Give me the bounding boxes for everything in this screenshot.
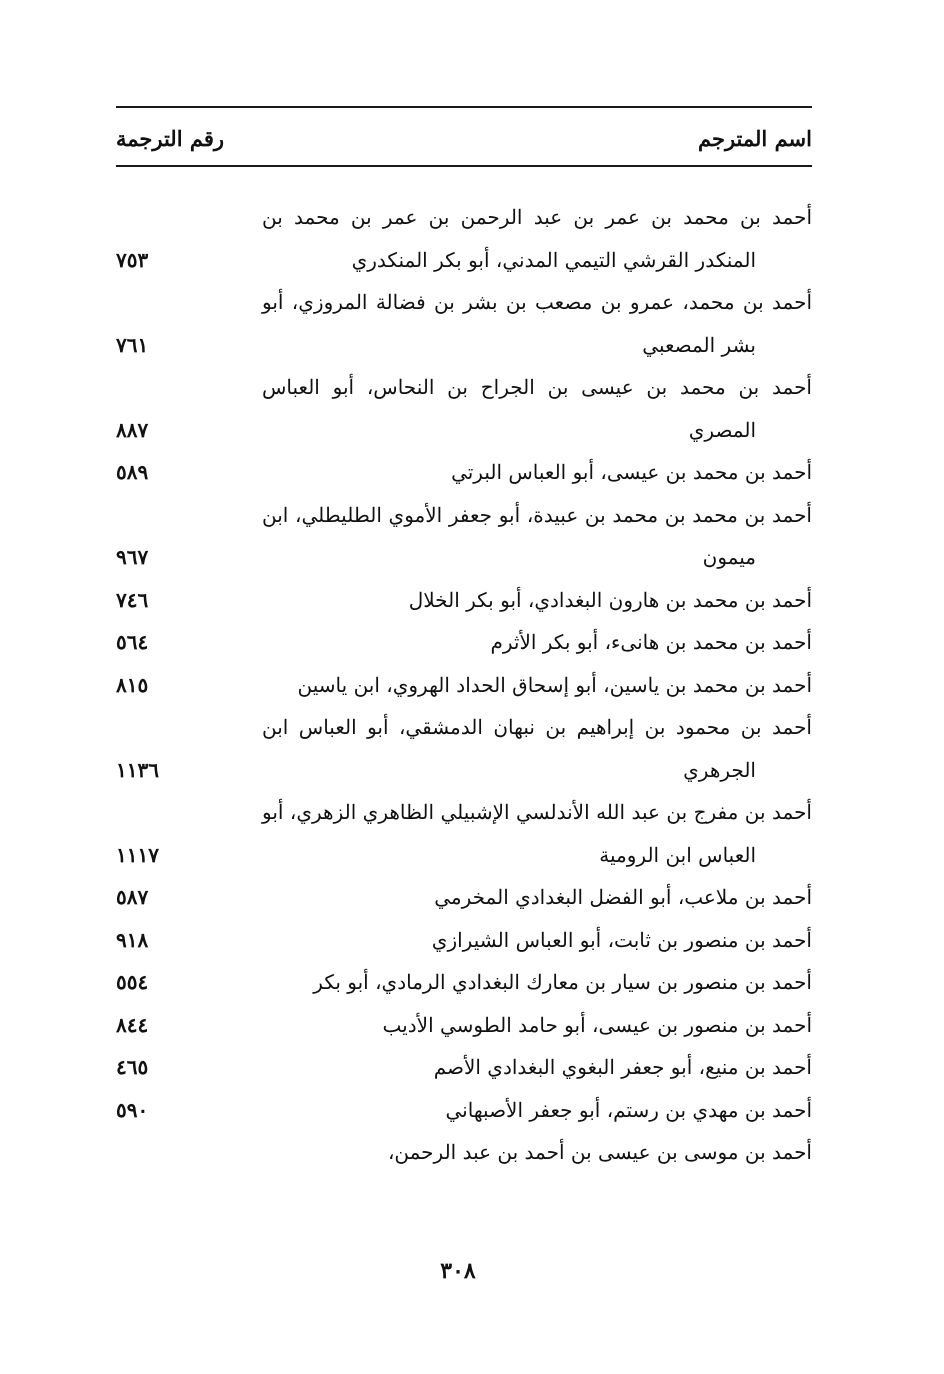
- biography-index-list: [100, 196, 812, 1174]
- entry-number: ٨٤٤: [116, 1012, 149, 1037]
- index-entry: [100, 1046, 812, 1089]
- entry-name: أحمد بن محمد بن عمر بن عبد الرحمن بن عمر بن محمد بن المنكدر القرشي التيمي المدني، أبو بكر المنكدري: [262, 205, 812, 272]
- index-entry: [100, 876, 812, 919]
- index-entry: [100, 664, 812, 707]
- index-entry: [100, 494, 812, 579]
- entry-name: أحمد بن مفرج بن عبد الله الأندلسي الإشبيلي الظاهري الزهري، أبو العباس ابن الرومية: [262, 800, 812, 867]
- name-column-heading: اسم المترجم: [698, 125, 812, 151]
- entry-number: ٧٤٦: [116, 587, 149, 612]
- index-entry: [100, 579, 812, 622]
- entry-number: ١١١٧: [116, 842, 159, 867]
- entry-name: أحمد بن محمد بن عيسى بن الجراح بن النحاس، أبو العباس المصري: [262, 375, 812, 442]
- entry-number: ٧٥٣: [116, 247, 149, 272]
- index-entry: [100, 919, 812, 962]
- index-entry: [100, 621, 812, 664]
- index-entry: [100, 281, 812, 366]
- index-entry: [100, 961, 812, 1004]
- entry-number: ٩١٨: [116, 927, 149, 952]
- index-entry: [100, 451, 812, 494]
- entry-name: أحمد بن محمد بن عيسى، أبو العباس البرتي: [451, 460, 812, 484]
- entry-name: أحمد بن ملاعب، أبو الفضل البغدادي المخرمي: [434, 885, 812, 909]
- entry-number: ٥٩٠: [116, 1097, 149, 1122]
- entry-number: ٧٦١: [116, 332, 149, 357]
- index-entry: [100, 706, 812, 791]
- entry-number: ٥٨٩: [116, 460, 149, 484]
- header-top-rule: [116, 106, 812, 108]
- entry-name: أحمد بن منيع، أبو جعفر البغوي البغدادي الأصم: [433, 1055, 812, 1079]
- index-entry: [100, 196, 812, 281]
- entry-number: ٨١٥: [116, 672, 149, 697]
- number-column-heading: رقم الترجمة: [116, 125, 225, 151]
- entry-name: أحمد بن محمد، عمرو بن مصعب بن بشر بن فضالة المروزي، أبو بشر المصعبي: [262, 290, 812, 357]
- index-entry: [100, 1089, 812, 1132]
- header-bottom-rule: [116, 165, 812, 167]
- entry-name: أحمد بن منصور بن ثابت، أبو العباس الشيرازي: [431, 927, 812, 952]
- entry-number: ٩٦٧: [116, 545, 149, 569]
- entry-name: أحمد بن محمد بن ياسين، أبو إسحاق الحداد الهروي، ابن ياسين: [297, 672, 812, 697]
- index-entry: [100, 1131, 812, 1174]
- entry-name: أحمد بن محمد بن هارون البغدادي، أبو بكر الخلال: [408, 587, 812, 612]
- index-entry: [100, 791, 812, 876]
- entry-name: أحمد بن منصور بن عيسى، أبو حامد الطوسي الأديب: [382, 1012, 812, 1037]
- entry-number: ١١٣٦: [116, 757, 159, 782]
- index-entry: [100, 1004, 812, 1047]
- page-number: ٣٠٨: [440, 1258, 476, 1284]
- entry-number: ٥٦٤: [116, 630, 149, 654]
- entry-name: أحمد بن مهدي بن رستم، أبو جعفر الأصبهاني: [445, 1097, 812, 1122]
- entry-number: ٨٨٧: [116, 417, 149, 442]
- entry-number: ٥٨٧: [116, 885, 149, 909]
- table-header: [116, 118, 812, 158]
- entry-name: أحمد بن منصور بن سيار بن معارك البغدادي الرمادي، أبو بكر: [313, 970, 812, 994]
- entry-number: ٥٥٤: [116, 970, 149, 994]
- entry-name: أحمد بن محمد بن هانىء، أبو بكر الأثرم: [490, 630, 812, 654]
- index-entry: [100, 366, 812, 451]
- entry-name: أحمد بن محمود بن إبراهيم بن نبهان الدمشقي، أبو العباس ابن الجرهري: [262, 715, 812, 782]
- entry-number: ٤٦٥: [116, 1055, 149, 1079]
- entry-name: أحمد بن موسى بن عيسى بن أحمد بن عبد الرحمن،: [387, 1140, 812, 1164]
- entry-name: أحمد بن محمد بن محمد بن عبيدة، أبو جعفر الأموي الطليطلي، ابن ميمون: [262, 502, 812, 569]
